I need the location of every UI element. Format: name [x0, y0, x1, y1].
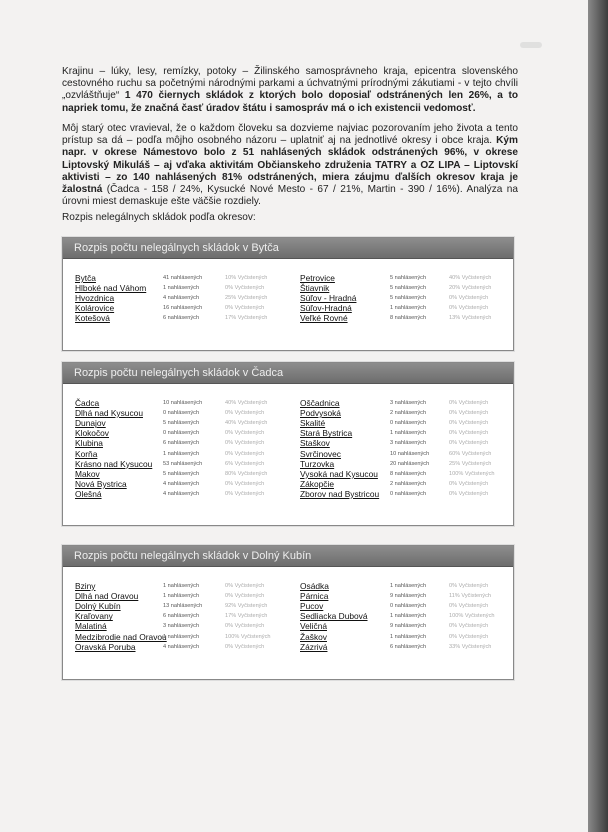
reported-count: 1 nahlásených [163, 593, 200, 600]
reported-count: 1 nahlásených [390, 430, 427, 437]
reported-count: 10 nahlásených [390, 450, 430, 457]
town-link[interactable]: Vysoká nad Kysucou [300, 468, 378, 479]
cleaned-percent: 0% Vyčistených [225, 410, 265, 417]
table-row [63, 313, 513, 323]
cleaned-percent: 0% Vyčistených [449, 295, 489, 302]
town-link[interactable]: Žaškov [300, 631, 327, 642]
cleaned-percent: 17% Vyčistených [225, 315, 268, 322]
table-row [63, 283, 513, 293]
cleaned-percent: 17% Vyčistených [225, 613, 268, 620]
table-row [63, 303, 513, 313]
town-link[interactable]: Stará Bystrica [300, 428, 353, 439]
table-row [63, 273, 513, 283]
town-link[interactable]: Oščadnica [300, 398, 340, 408]
town-link[interactable]: Medzibrodie nad Oravou [75, 631, 167, 642]
town-link[interactable]: Hvozdnica [75, 293, 115, 304]
town-link[interactable]: Štiavnik [300, 283, 330, 294]
reported-count: 8 nahlásených [390, 470, 427, 477]
table-row [63, 591, 513, 601]
town-link[interactable]: Zákopčie [300, 478, 334, 489]
district-box-title: Rozpis počtu nelegálnych skládok v Čadca [63, 363, 513, 384]
cleaned-percent: 100% Vyčistených [449, 613, 495, 620]
town-link[interactable]: Malatiná [75, 621, 107, 632]
town-link[interactable]: Oravská Poruba [75, 641, 136, 652]
paper-mark [520, 42, 542, 48]
town-link[interactable]: Kolárovice [75, 303, 115, 314]
town-link[interactable]: Olešná [75, 488, 102, 499]
table-row [63, 581, 513, 591]
reported-count: 6 nahlásených [163, 440, 200, 447]
table-row [63, 642, 513, 652]
reported-count: 1 nahlásených [163, 450, 200, 457]
table-row [63, 293, 513, 303]
town-link[interactable]: Hlboké nad Váhom [75, 283, 147, 294]
town-link[interactable]: Nová Bystrica [75, 478, 127, 489]
town-link[interactable]: Pucov [300, 601, 324, 612]
town-link[interactable]: Krásno nad Kysucou [75, 458, 153, 469]
cleaned-percent: 0% Vyčistených [225, 440, 265, 447]
town-link[interactable]: Osádka [300, 581, 329, 591]
intro-text: Krajinu – lúky, lesy, remízky, potoky – Žilinského samosprávneho kraja, epicentra slovenského cestovného ruchu sa početnými národnými parkami a úchvatnými prírodnými zákutiami - v tejto chvíli „ozvláštňuje“ [62, 66, 518, 102]
reported-count: 4 nahlásených [163, 295, 200, 302]
reported-count: 13 nahlásených [163, 603, 203, 610]
town-link[interactable]: Veličná [300, 621, 328, 632]
cleaned-percent: 40% Vyčistených [225, 420, 268, 427]
town-link[interactable]: Bziny [75, 581, 96, 591]
table-row [63, 611, 513, 621]
table-row [63, 632, 513, 642]
cleaned-percent: 0% Vyčistených [449, 480, 489, 487]
intro-bold-text: 1 470 čiernych skládok z ktorých bolo doposiaľ odstránených len 26%, a to napriek tomu, že značná časť úradov štátu i samospráv má o ich existencii vedomosť [62, 90, 519, 114]
cleaned-percent: 92% Vyčistených [225, 603, 268, 610]
town-link[interactable]: Dolný Kubín [75, 601, 121, 612]
table-row [63, 449, 513, 459]
cleaned-percent: 0% Vyčistených [449, 623, 489, 630]
reported-count: 4 nahlásených [163, 490, 200, 497]
reported-count: 1 nahlásených [163, 285, 200, 292]
town-link[interactable]: Zborov nad Bystricou [300, 488, 380, 499]
town-link[interactable]: Párnica [300, 591, 329, 602]
table-row [63, 489, 513, 499]
town-link[interactable]: Skalité [300, 418, 326, 429]
town-link[interactable]: Zázrivá [300, 641, 328, 652]
reported-count: 9 nahlásených [390, 623, 427, 630]
paragraph-intro [62, 66, 518, 115]
cleaned-percent: 0% Vyčistených [225, 623, 265, 630]
reported-count: 1 nahlásených [390, 613, 427, 620]
reported-count: 1 nahlásených [390, 583, 427, 589]
cleaned-percent: 11% Vyčistených [449, 593, 491, 600]
town-link[interactable]: Čadca [75, 398, 100, 408]
cleaned-percent: 0% Vyčistených [449, 410, 489, 417]
town-link[interactable]: Dunajov [75, 418, 106, 429]
town-link[interactable]: Korňa [75, 448, 98, 459]
paragraph-analysis [62, 123, 518, 208]
cleaned-percent: 0% Vyčistených [449, 490, 489, 497]
town-link[interactable]: Sedliacka Dubová [300, 611, 368, 622]
cleaned-percent: 20% Vyčistených [449, 285, 492, 292]
table-row [63, 479, 513, 489]
reported-count: 4 nahlásených [163, 643, 200, 650]
reported-count: 5 nahlásených [390, 275, 427, 281]
town-link[interactable]: Klubina [75, 438, 103, 449]
reported-count: 53 nahlásených [163, 460, 203, 467]
reported-count: 1 nahlásených [163, 583, 200, 589]
town-link[interactable]: Kraľovany [75, 611, 113, 622]
scan-edge-shadow [588, 0, 608, 832]
cleaned-percent: 0% Vyčistených [225, 285, 265, 292]
cleaned-percent: 0% Vyčistených [449, 400, 489, 406]
cleaned-percent: 0% Vyčistených [449, 420, 489, 427]
reported-count: 3 nahlásených [163, 623, 200, 630]
town-link[interactable]: Veľké Rovné [300, 313, 348, 324]
reported-count: 16 nahlásených [163, 305, 203, 312]
town-link[interactable]: Klokočov [75, 428, 109, 439]
reported-count: 9 nahlásených [390, 593, 427, 600]
table-row [63, 469, 513, 479]
reported-count: 0 nahlásených [390, 603, 427, 610]
district-box-cadca [62, 362, 514, 526]
reported-count: 6 nahlásených [390, 643, 427, 650]
cleaned-percent: 25% Vyčistených [225, 295, 268, 302]
town-link[interactable]: Bytča [75, 273, 96, 283]
table-row [63, 408, 513, 418]
reported-count: 4 nahlásených [163, 480, 200, 487]
cleaned-percent: 0% Vyčistených [449, 603, 489, 610]
table-row [63, 438, 513, 448]
reported-count: 0 nahlásených [390, 490, 427, 497]
reported-count: 20 nahlásených [390, 460, 430, 467]
cleaned-percent: 13% Vyčistených [449, 315, 492, 322]
reported-count: 8 nahlásených [390, 315, 427, 322]
reported-count: 3 nahlásených [390, 440, 427, 447]
cleaned-percent: 0% Vyčistených [449, 440, 489, 447]
analysis-bold-text: Kým napr. v okrese Námestovo bolo z 51 nahlásených skládok odstránených 96%, v okrese Liptovský Mikuláš – aj vďaka aktivitám Občianskeho združenia TATRY a OZ LIPA – Liptovskí aktivisti – zo 140 nahlásených 81% odstránených, miera záujmu ďalších okresov kraja je žalostná [62, 135, 518, 196]
table-row [63, 398, 513, 408]
cleaned-percent: 0% Vyčistených [449, 583, 489, 589]
district-box-dolny-kubin [62, 545, 514, 680]
cleaned-percent: 40% Vyčistených [449, 275, 492, 281]
analysis-text: Môj starý otec vravieval, že o každom človeku sa dozvieme najviac pozorovaním jeho života a tento prístup sa dá – podľa môjho osobného názoru – uplatniť aj na jednotlivé okresy i obce kraja. [62, 123, 518, 147]
cleaned-percent: 25% Vyčistených [449, 460, 492, 467]
district-box-bytca [62, 237, 514, 351]
reported-count: 5 nahlásených [390, 285, 427, 292]
district-box-title: Rozpis počtu nelegálnych skládok v Dolný Kubín [63, 546, 513, 567]
analysis-tail-text: (Čadca - 158 / 24%, Kysucké Nové Mesto - 67 / 21%, Martin - 390 / 16%). Analýza na úrovni miest demaskuje ešte väčšie rozdiely. [62, 184, 518, 208]
cleaned-percent: 0% Vyčistených [225, 643, 265, 650]
district-box-title: Rozpis počtu nelegálnych skládok v Bytča [63, 238, 513, 259]
cleaned-percent: 0% Vyčistených [225, 480, 265, 487]
town-link[interactable]: Dlhá nad Kysucou [75, 408, 143, 419]
reported-count: 0 nahlásených [163, 410, 200, 417]
cleaned-percent: 0% Vyčistených [449, 633, 489, 640]
reported-count: 6 nahlásených [163, 315, 200, 322]
cleaned-percent: 0% Vyčistených [225, 430, 265, 437]
table-row [63, 428, 513, 438]
cleaned-percent: 0% Vyčistených [225, 305, 265, 312]
town-link[interactable]: Súľov - Hradná [300, 293, 357, 304]
cleaned-percent: 0% Vyčistených [225, 450, 265, 457]
cleaned-percent: 0% Vyčistených [225, 583, 265, 589]
cleaned-percent: 100% Vyčistených [449, 470, 495, 477]
cleaned-percent: 100% Vyčistených [225, 633, 271, 640]
town-link[interactable]: Dlhá nad Oravou [75, 591, 139, 602]
cleaned-percent: 33% Vyčistených [449, 643, 492, 650]
reported-count: 5 nahlásených [163, 420, 200, 427]
town-link[interactable]: Svrčinovec [300, 448, 341, 459]
table-row [63, 459, 513, 469]
reported-count: 1 nahlásených [163, 633, 200, 640]
table-row [63, 621, 513, 631]
cleaned-percent: 0% Vyčistených [449, 305, 489, 312]
reported-count: 2 nahlásených [390, 480, 427, 487]
reported-count: 6 nahlásených [163, 613, 200, 620]
town-link[interactable]: Podvysoká [300, 408, 341, 419]
reported-count: 10 nahlásených [163, 400, 203, 406]
intro-end-mark: . [472, 102, 476, 114]
town-link[interactable]: Staškov [300, 438, 330, 449]
reported-count: 3 nahlásených [390, 400, 427, 406]
reported-count: 5 nahlásených [390, 295, 427, 302]
cleaned-percent: 10% Vyčistených [225, 275, 268, 281]
cleaned-percent: 60% Vyčistených [449, 450, 492, 457]
reported-count: 2 nahlásených [390, 410, 427, 417]
cleaned-percent: 80% Vyčistených [225, 470, 268, 477]
cleaned-percent: 40% Vyčistených [225, 400, 268, 406]
reported-count: 0 nahlásených [390, 420, 427, 427]
reported-count: 1 nahlásených [390, 633, 427, 640]
reported-count: 1 nahlásených [390, 305, 427, 312]
town-link[interactable]: Petrovice [300, 273, 335, 283]
town-link[interactable]: Turzovka [300, 458, 335, 469]
town-link[interactable]: Súľov-Hradná [300, 303, 352, 314]
cleaned-percent: 0% Vyčistených [225, 593, 265, 600]
town-link[interactable]: Kotešová [75, 313, 110, 324]
paragraph-list-intro: Rozpis nelegálnych skládok podľa okresov: [62, 212, 256, 223]
town-link[interactable]: Makov [75, 468, 100, 479]
cleaned-percent: 0% Vyčistených [449, 430, 489, 437]
table-row [63, 418, 513, 428]
reported-count: 41 nahlásených [163, 275, 203, 281]
cleaned-percent: 6% Vyčistených [225, 460, 265, 467]
cleaned-percent: 0% Vyčistených [225, 490, 265, 497]
reported-count: 0 nahlásených [163, 430, 200, 437]
reported-count: 5 nahlásených [163, 470, 200, 477]
table-row [63, 601, 513, 611]
